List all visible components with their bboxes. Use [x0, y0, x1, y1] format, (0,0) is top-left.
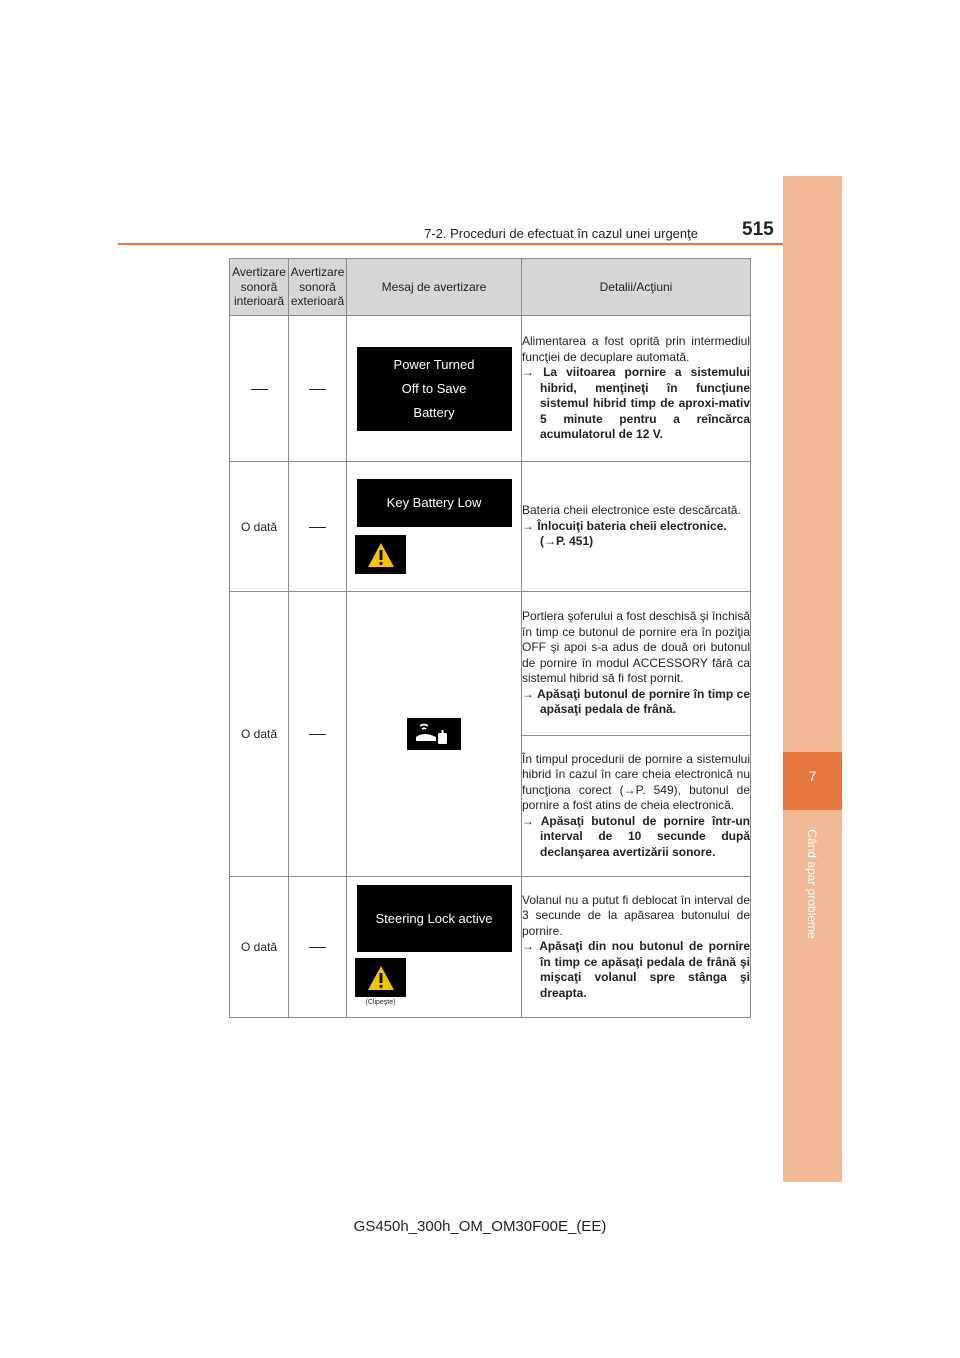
table-row — [230, 877, 751, 1018]
chapter-title: Când apar probleme — [805, 829, 819, 939]
dash-mark — [309, 734, 326, 735]
warning-triangle-icon — [355, 958, 406, 997]
warning-message-cell — [347, 462, 522, 592]
table-header-row — [230, 259, 751, 316]
exterior-buzzer-cell — [289, 316, 347, 462]
arrow-icon: → — [522, 939, 534, 954]
warning-message-cell — [347, 877, 522, 1018]
action-text — [522, 365, 750, 443]
interior-buzzer-cell: O dată — [230, 592, 289, 877]
col-header-interior-buzzer: Avertizare sonoră interioară — [230, 259, 289, 316]
action-text — [522, 814, 750, 861]
chapter-number: 7 — [808, 768, 817, 784]
details-text: Bateria cheii electronice este descărcată. — [522, 503, 741, 518]
warning-icon-box — [355, 958, 406, 1006]
display-screen — [357, 479, 512, 527]
screen-line: Key Battery Low — [386, 495, 482, 510]
key-push-icon — [407, 718, 461, 750]
interior-buzzer-cell — [230, 316, 289, 462]
col-header-details: Detalii/Acţiuni — [522, 259, 751, 316]
action-label: Înlocuiţi bateria cheii electronice. (→P. 451) — [537, 518, 727, 549]
details-cell — [522, 462, 751, 592]
arrow-icon: → — [522, 686, 534, 701]
exterior-buzzer-cell — [289, 592, 347, 877]
col-header-exterior-buzzer: Avertizare sonoră exterioară — [289, 259, 347, 316]
details-text: Alimentarea a fost oprită prin intermediul funcţiei de decuplare automată. — [522, 334, 750, 364]
action-label: Apăsaţi din nou butonul de pornire în timp ce apăsaţi pedala de frână şi mişcaţi volanul spre stânga şi dreapta. — [539, 939, 750, 1000]
exterior-buzzer-cell — [289, 877, 347, 1018]
details-cell — [522, 877, 751, 1018]
action-label: Apăsaţi butonul de pornire într-un interval de 10 secunde după declanşarea avertizării sonore. — [540, 813, 750, 859]
warning-message-cell — [347, 316, 522, 462]
display-screen — [357, 347, 512, 431]
action-label: La viitoarea pornire a sistemului hibrid, menţineţi în funcţiune sistemul hibrid timp de aproxi-mativ 5 minute pentru a reîncărca acumulatorul de 12 V. — [540, 365, 750, 442]
action-text — [522, 939, 750, 1001]
screen-line: Steering Lock active — [375, 910, 493, 926]
table-row — [230, 592, 751, 736]
warning-triangle-icon — [355, 535, 406, 574]
details-text: Portiera şoferului a fost deschisă şi închisă în timp ce butonul de pornire era în poziţia OFF şi apoi s-a adus de două ori butonul de pornire în modul ACCESSORY fără ca sistemul hibrid să fi fost pornit. — [522, 609, 750, 686]
warning-icon-box — [355, 535, 521, 574]
section-heading: 7-2. Proceduri de efectuat în cazul unei urgenţe — [424, 226, 698, 241]
chapter-side-tab — [783, 176, 842, 1182]
header-rule — [118, 243, 783, 245]
details-text: În timpul procedurii de pornire a sistemului hibrid în cazul în care cheia electronică nu funcţiona corect (→P. 549), butonul de pornire a fost atins de cheia electronică. — [522, 751, 750, 813]
warning-message-cell — [347, 592, 522, 877]
details-cell — [522, 592, 751, 736]
col-header-warning-message: Mesaj de avertizare — [347, 259, 522, 316]
table-row — [230, 462, 751, 592]
dash-mark — [251, 389, 268, 390]
details-cell — [522, 316, 751, 462]
display-screen — [357, 885, 512, 952]
arrow-icon: → — [522, 518, 534, 533]
exterior-buzzer-cell — [289, 462, 347, 592]
screen-line: Battery — [413, 404, 455, 420]
dash-mark — [309, 527, 326, 528]
table-row — [230, 316, 751, 462]
details-text: Volanul nu a putut fi deblocat în interval de 3 secunde de la apăsarea butonului de pornire. — [522, 892, 750, 938]
warning-table — [229, 258, 751, 1018]
page-number: 515 — [742, 219, 774, 240]
action-text — [522, 519, 750, 550]
details-cell — [522, 736, 751, 877]
dash-mark — [309, 389, 326, 390]
interior-buzzer-cell: O dată — [230, 462, 289, 592]
action-text — [522, 687, 750, 718]
action-label: Apăsaţi butonul de pornire în timp ce apăsaţi pedala de frână. — [537, 686, 750, 717]
document-id: GS450h_300h_OM_OM30F00E_(EE) — [353, 1218, 607, 1235]
dash-mark — [309, 947, 326, 948]
arrow-icon: → — [522, 813, 534, 828]
interior-buzzer-cell: O dată — [230, 877, 289, 1018]
screen-line: Off to Save — [401, 380, 467, 396]
screen-line: Power Turned — [393, 356, 475, 372]
arrow-icon: → — [522, 365, 534, 380]
flash-note: (Clipeşte) — [365, 999, 396, 1006]
